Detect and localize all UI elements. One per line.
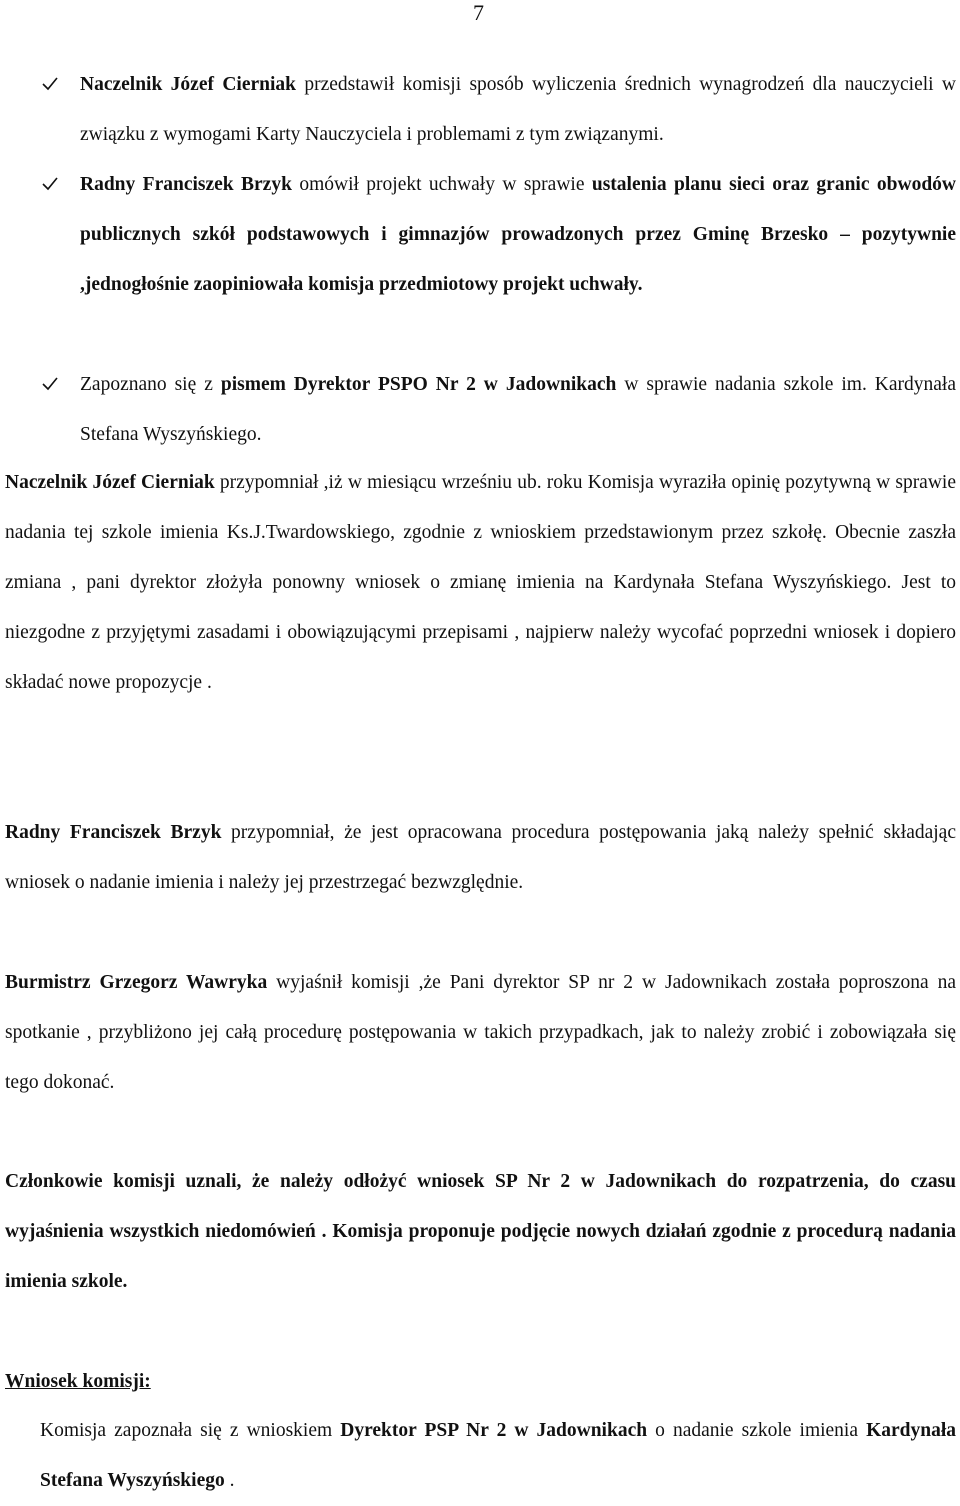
paragraph-text: o nadanie szkole imienia: [647, 1420, 867, 1441]
bullet-text: w sprawie nadania szkole im. Kardynała Stefana Wyszyńskiego.: [80, 374, 957, 445]
paragraph-text: Komisja zapoznała się z wnioskiem: [40, 1420, 341, 1441]
paragraph-bold-text: Dyrektor PSP Nr 2 w Jadownikach: [340, 1420, 648, 1441]
paragraph-cierniak: [5, 458, 956, 708]
speaker-name: Radny Franciszek Brzyk: [80, 174, 292, 195]
paragraph-text: przypomniał ,iż w miesiącu wrześniu ub. roku Komisja wyraziła opinię pozytywną w sprawie nadania tej szkole imienia Ks.J.Twardowskiego, zgodnie z wnioskiem przedstawionym przez szkołę. Obecnie zaszła zmiana , pani dyrektor złożyła ponowny wniosek o zmianę imienia na Kardynała Stefana Wyszyńskiego. Jest to niezgodne z przyjętymi zasadami i obowiązującymi przepisami , najpierw należy wycofać poprzedni wniosek i dopiero składać nowe propozycje .: [5, 472, 956, 693]
paragraph-text: wyjaśnił komisji ,że Pani dyrektor SP nr 2 w Jadownikach została poproszona na spotkanie , przybliżono jej całą procedurę postępowania w takich przypadkach, jak to należy zrobić i zobowiązała się tego dokonać.: [5, 972, 956, 1093]
bullet-item-brzyk: [80, 160, 956, 310]
speaker-name: Naczelnik Józef Cierniak: [80, 74, 297, 95]
paragraph-brzyk: [5, 808, 956, 908]
section-heading: Wniosek komisji:: [5, 1371, 151, 1392]
speaker-name: Naczelnik Józef Cierniak: [5, 472, 215, 493]
bullet-bold-text: pismem Dyrektor PSPO Nr 2 w Jadownikach: [220, 374, 617, 395]
speaker-name: Radny Franciszek Brzyk: [5, 822, 222, 843]
wniosek-heading: [5, 1357, 956, 1407]
checkmark-icon: [42, 360, 62, 410]
bullet-text: przedstawił komisji sposób wyliczenia średnich wynagrodzeń dla nauczycieli w związku z wymogami Karty Nauczyciela i problemami z tym związanymi.: [80, 74, 957, 145]
bullet-bold-text: ustalenia planu sieci oraz granic obwodów publicznych szkół podstawowych i gimnazjów prowadzonych przez Gminę Brzesko – pozytywnie ,jednogłośnie zaopiniowała komisja przedmiotowy projekt uchwały.: [80, 174, 956, 295]
paragraph-czlonkowie: [5, 1157, 956, 1307]
page-number: 7: [473, 0, 484, 25]
paragraph-bold-text: Kardynała Stefana Wyszyńskiego: [40, 1420, 957, 1491]
paragraph-text: .: [224, 1470, 235, 1491]
checkmark-icon: [42, 160, 62, 210]
bullet-item-cierniak: [80, 60, 956, 160]
bullet-text: omówił projekt uchwały w sprawie: [291, 174, 592, 195]
bullet-text: Zapoznano się z: [80, 374, 221, 395]
paragraph-burmistrz: [5, 958, 956, 1108]
paragraph-text: przypomniał, że jest opracowana procedura postępowania jaką należy spełnić składając wniosek o nadanie imienia i należy jej przestrzegać bezwzględnie.: [5, 822, 956, 893]
wniosek-text: [40, 1406, 956, 1506]
speaker-name: Burmistrz Grzegorz Wawryka: [5, 972, 268, 993]
checkmark-icon: [42, 60, 62, 110]
bullet-item-pismo: [80, 360, 956, 460]
paragraph-bold-text: Członkowie komisji uznali, że należy odłożyć wniosek SP Nr 2 w Jadownikach do rozpatrzenia, do czasu wyjaśnienia wszystkich niedomówień . Komisja proponuje podjęcie nowych działań zgodnie z procedurą nadania imienia szkole.: [5, 1171, 956, 1292]
